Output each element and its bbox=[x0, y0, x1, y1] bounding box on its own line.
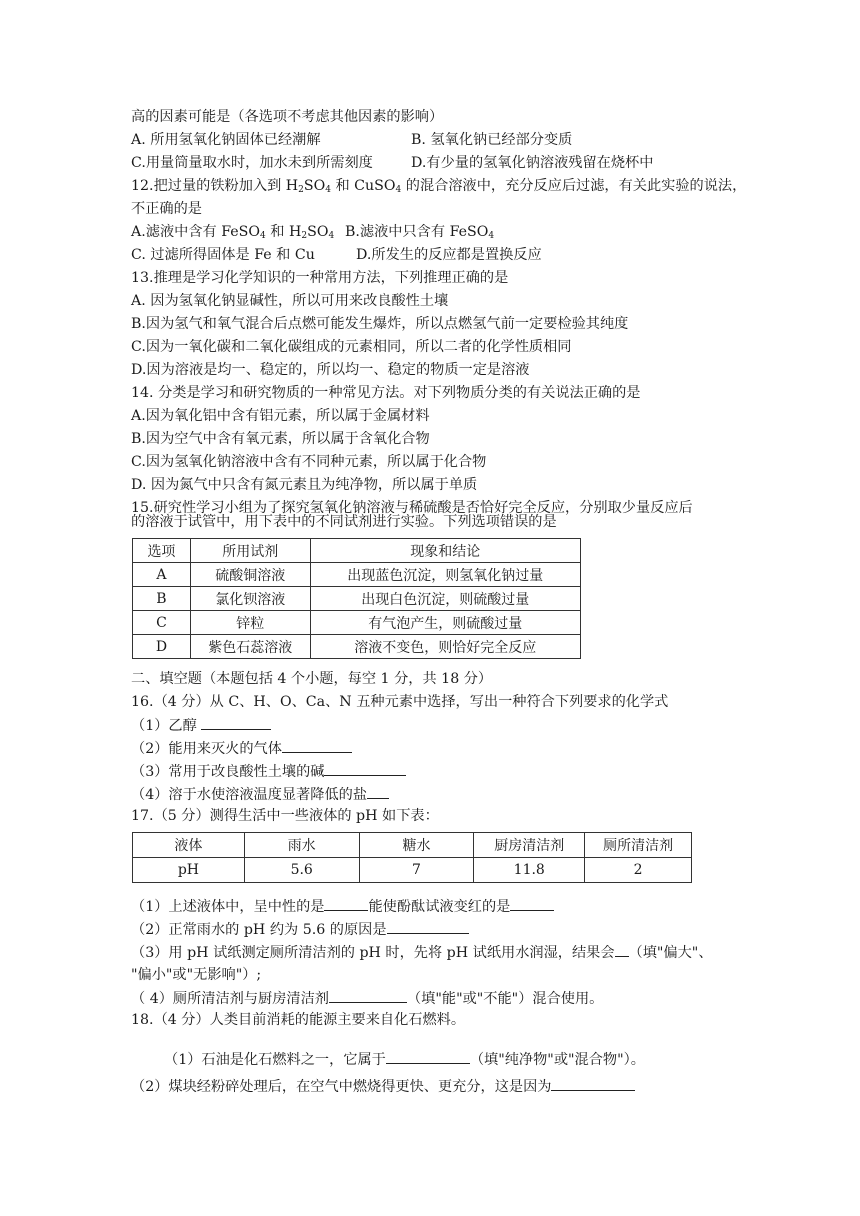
q15-stem-cont: 的溶液于试管中，用下表中的不同试剂进行实验。下列选项错误的是 bbox=[131, 514, 557, 530]
q16-item-3: （3）常用于改良酸性土壤的碱 bbox=[131, 761, 406, 782]
q16-item-4: （4）溶于水使溶液温度显著降低的盐 bbox=[131, 784, 389, 805]
q13-option-b: B.因为氢气和氧气混合后点燃可能发生爆炸，所以点燃氢气前一定要检验其纯度 bbox=[131, 316, 629, 332]
q17-item-2: （2）正常雨水的 pH 约为 5.6 的原因是 bbox=[131, 919, 469, 940]
table-cell: 出现蓝色沉淀，则氢氧化钠过量 bbox=[310, 563, 580, 587]
q13-option-d: D.因为溶液是均一、稳定的，所以均一、稳定的物质一定是溶液 bbox=[131, 362, 530, 378]
q17-item-4: （ 4）厕所清洁剂与厨房清洁剂 （填"能"或"不能"）混合使用。 bbox=[131, 988, 603, 1009]
table-header-cell: 糖水 bbox=[359, 833, 474, 858]
q16-item-1: （1）乙醇 bbox=[131, 715, 271, 736]
q14-option-b: B.因为空气中含有氧元素，所以属于含氧化合物 bbox=[131, 431, 430, 447]
q12-option-c: C. 过滤所得固体是 Fe 和 Cu bbox=[131, 247, 315, 263]
q12-option-d: D.所发生的反应都是置换反应 bbox=[356, 247, 542, 263]
q13-option-c: C.因为一氧化碳和二氧化碳组成的元素相同，所以二者的化学性质相同 bbox=[131, 339, 572, 355]
table-header-cell: 选项 bbox=[133, 539, 191, 563]
q17-table bbox=[132, 832, 692, 883]
answer-blank[interactable] bbox=[324, 896, 368, 911]
q18-stem: 18.（4 分）人类目前消耗的能源主要来自化石燃料。 bbox=[131, 1012, 466, 1028]
table-cell: 硫酸铜溶液 bbox=[190, 563, 310, 587]
table-row bbox=[133, 858, 692, 883]
table-cell: 2 bbox=[585, 858, 692, 883]
table-cell: 11.8 bbox=[474, 858, 585, 883]
table-header-cell: 现象和结论 bbox=[310, 539, 580, 563]
q17-item-3-cont: "偏小"或"无影响"）; bbox=[131, 967, 262, 983]
table-cell: 紫色石蕊溶液 bbox=[190, 635, 310, 659]
table-header-row bbox=[133, 539, 581, 563]
answer-blank[interactable] bbox=[386, 1049, 470, 1064]
q12-option-a: A.滤液中含有 FeSO$_4$ 和 $H_2SO_4$ bbox=[131, 224, 335, 241]
section-heading: 二、填空题（本题包括 4 个小题，每空 1 分，共 18 分） bbox=[131, 671, 493, 687]
table-cell: D bbox=[133, 635, 191, 659]
answer-blank[interactable] bbox=[329, 988, 407, 1003]
table-cell: 氯化钡溶液 bbox=[190, 587, 310, 611]
q16-stem: 16.（4 分）从 C、H、O、Ca、N 五种元素中选择，写出一种符合下列要求的化学式 bbox=[131, 694, 669, 710]
table-header-cell: 液体 bbox=[133, 833, 245, 858]
table-cell: 锌粒 bbox=[190, 611, 310, 635]
q12-stem: 12.把过量的铁粉加入到 $H_2SO_4$ 和 CuSO$_4$ 的混合溶液中，充分反应后过滤，有关此实验的说法， bbox=[131, 178, 747, 195]
table-cell: A bbox=[133, 563, 191, 587]
q13-stem: 13.推理是学习化学知识的一种常用方法，下列推理正确的是 bbox=[131, 270, 509, 286]
table-cell: pH bbox=[133, 858, 245, 883]
table-cell: 出现白色沉淀，则硫酸过量 bbox=[310, 587, 580, 611]
q13-option-a: A. 因为氢氧化钠显碱性，所以可用来改良酸性土壤 bbox=[131, 293, 449, 309]
q18-item-1: （1）石油是化石燃料之一，它属于 （填"纯净物"或"混合物"）。 bbox=[164, 1049, 645, 1070]
q17-stem: 17.（5 分）测得生活中一些液体的 pH 如下表： bbox=[131, 808, 439, 824]
q14-option-a: A.因为氧化铝中含有铝元素，所以属于金属材料 bbox=[131, 408, 430, 424]
table-header-cell: 厨房清洁剂 bbox=[474, 833, 585, 858]
table-cell: 溶液不变色，则恰好完全反应 bbox=[310, 635, 580, 659]
q14-stem: 14. 分类是学习和研究物质的一种常见方法。对下列物质分类的有关说法正确的是 bbox=[131, 385, 641, 401]
q14-option-c: C.因为氢氧化钠溶液中含有不同种元素，所以属于化合物 bbox=[131, 454, 487, 470]
q15-stem: 15.研究性学习小组为了探究氢氧化钠溶液与稀硫酸是否恰好完全反应，分别取少量反应后 bbox=[131, 500, 693, 516]
table-row bbox=[133, 635, 581, 659]
q18-item-2: （2）煤块经粉碎处理后，在空气中燃烧得更快、更充分，这是因为 bbox=[131, 1076, 635, 1097]
table-cell: 5.6 bbox=[244, 858, 359, 883]
answer-blank[interactable] bbox=[387, 919, 469, 934]
answer-blank[interactable] bbox=[201, 715, 271, 730]
q11-option-a: A. 所用氢氧化钠固体已经潮解 bbox=[131, 132, 321, 148]
table-cell: C bbox=[133, 611, 191, 635]
table-header-cell: 雨水 bbox=[244, 833, 359, 858]
table-row bbox=[133, 611, 581, 635]
q16-item-2: （2）能用来灭火的气体 bbox=[131, 738, 352, 759]
q15-table bbox=[132, 538, 581, 659]
table-row bbox=[133, 563, 581, 587]
q11-option-b: B. 氢氧化钠已经部分变质 bbox=[411, 132, 573, 148]
table-row bbox=[133, 587, 581, 611]
q14-option-d: D. 因为氮气中只含有氮元素且为纯净物，所以属于单质 bbox=[131, 477, 478, 493]
answer-blank[interactable] bbox=[324, 761, 406, 776]
q11-option-d: D.有少量的氢氧化钠溶液残留在烧杯中 bbox=[411, 155, 654, 171]
answer-blank[interactable] bbox=[615, 942, 629, 957]
table-header-cell: 所用试剂 bbox=[190, 539, 310, 563]
table-cell: B bbox=[133, 587, 191, 611]
answer-blank[interactable] bbox=[282, 738, 352, 753]
q12-stem-cont: 不正确的是 bbox=[131, 201, 202, 217]
table-cell: 有气泡产生，则硫酸过量 bbox=[310, 611, 580, 635]
q11-option-c: C.用量筒量取水时，加水未到所需刻度 bbox=[131, 155, 373, 171]
answer-blank[interactable] bbox=[367, 784, 389, 799]
q17-item-3: （3）用 pH 试纸测定厕所清洁剂的 pH 时，先将 pH 试纸用水润湿，结果会 （填"偏大"、 bbox=[131, 942, 713, 963]
table-header-cell: 厕所清洁剂 bbox=[585, 833, 692, 858]
q17-item-1: （1）上述液体中，呈中性的是 能使酚酞试液变红的是 bbox=[131, 896, 554, 917]
answer-blank[interactable] bbox=[510, 896, 554, 911]
q11-stem-tail: 高的因素可能是（各选项不考虑其他因素的影响） bbox=[131, 109, 444, 125]
q12-option-b: B.滤液中只含有 FeSO$_4$ bbox=[345, 224, 495, 241]
answer-blank[interactable] bbox=[551, 1076, 635, 1091]
table-header-row bbox=[133, 833, 692, 858]
table-cell: 7 bbox=[359, 858, 474, 883]
